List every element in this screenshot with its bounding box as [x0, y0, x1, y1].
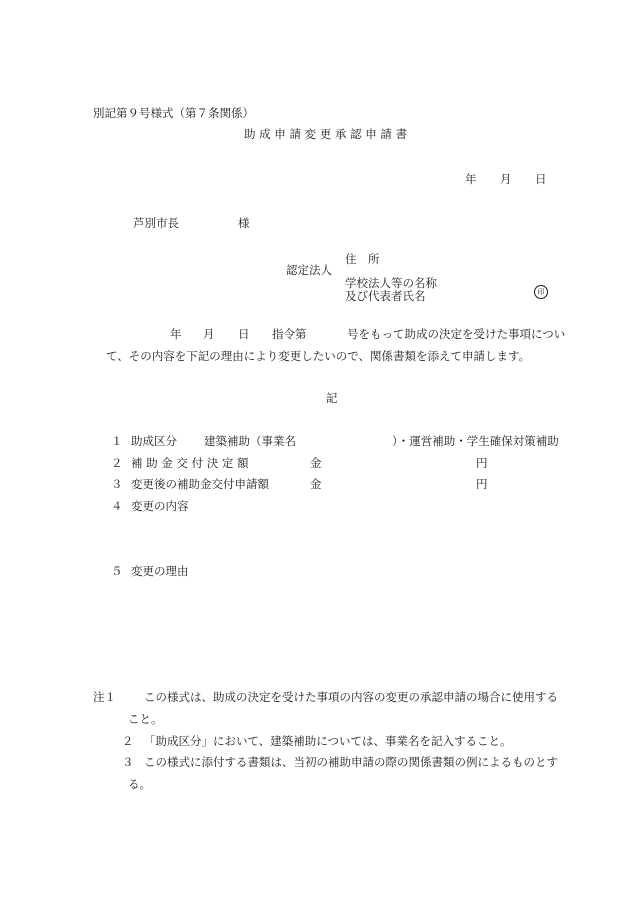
note-1-line2: こと。: [128, 712, 163, 726]
body-order-label: 指令第: [272, 327, 307, 341]
body-year-label: 年: [170, 327, 182, 341]
address-label: 住 所: [345, 252, 380, 266]
date-day-label: 日: [535, 172, 547, 186]
item-value-construction: 建築補助（事業名: [204, 434, 296, 448]
item-number: １: [111, 434, 123, 448]
amount-prefix: 金: [310, 477, 322, 491]
corporation-name-label-2: 及び代表者氏名: [345, 289, 426, 303]
ki-heading: 記: [326, 391, 338, 405]
date-month-label: 月: [500, 172, 512, 186]
amount-suffix: 円: [476, 456, 488, 470]
body-month-label: 月: [203, 327, 215, 341]
addressee-name: 芦別市長: [133, 216, 179, 230]
amount-prefix: 金: [310, 456, 322, 470]
applicant-label: 認定法人: [286, 263, 332, 277]
body-line2: て、その内容を下記の理由により変更したいので、関係書類を添えて申請します。: [106, 349, 531, 363]
body-line1-rest: 号をもって助成の決定を受けた事項につい: [347, 327, 566, 341]
addressee-honorific: 様: [238, 216, 250, 230]
seal-mark: 印: [534, 285, 548, 299]
notes-header: 注１: [93, 690, 116, 704]
item-label-subsidy-category: 助成区分: [131, 434, 177, 448]
item-label-decided-amount: 補 助 金 交 付 決 定 額: [131, 456, 249, 470]
item-number: ４: [111, 499, 123, 513]
form-number: 別記第９号様式（第７条関係）: [93, 106, 254, 120]
item-label-change-reason: 変更の理由: [131, 564, 189, 578]
item-label-changed-amount: 変更後の補助金交付申請額: [131, 477, 269, 491]
note-2-number: ２: [122, 734, 134, 748]
note-3-line2: る。: [128, 777, 151, 791]
note-3-line1: この様式に添付する書類は、当初の補助申請の際の関係書類の例によるものとす: [144, 755, 558, 769]
item-value-other-subsidies: ）・運営補助・学生確保対策補助: [392, 434, 559, 448]
item-number: ５: [111, 564, 123, 578]
item-label-change-content: 変更の内容: [131, 499, 189, 513]
item-number: ３: [111, 477, 123, 491]
date-year-label: 年: [465, 172, 477, 186]
corporation-name-label-1: 学校法人等の名称: [345, 276, 437, 290]
amount-suffix: 円: [476, 477, 488, 491]
body-day-label: 日: [238, 327, 250, 341]
document-title: 助 成 申 請 変 更 承 認 申 請 書: [244, 127, 408, 141]
item-number: ２: [111, 456, 123, 470]
note-1-line1: この様式は、助成の決定を受けた事項の内容の変更の承認申請の場合に使用する: [144, 690, 558, 704]
note-3-number: ３: [122, 755, 134, 769]
note-2-text: 「助成区分」において、建築補助については、事業名を記入すること。: [144, 734, 512, 748]
